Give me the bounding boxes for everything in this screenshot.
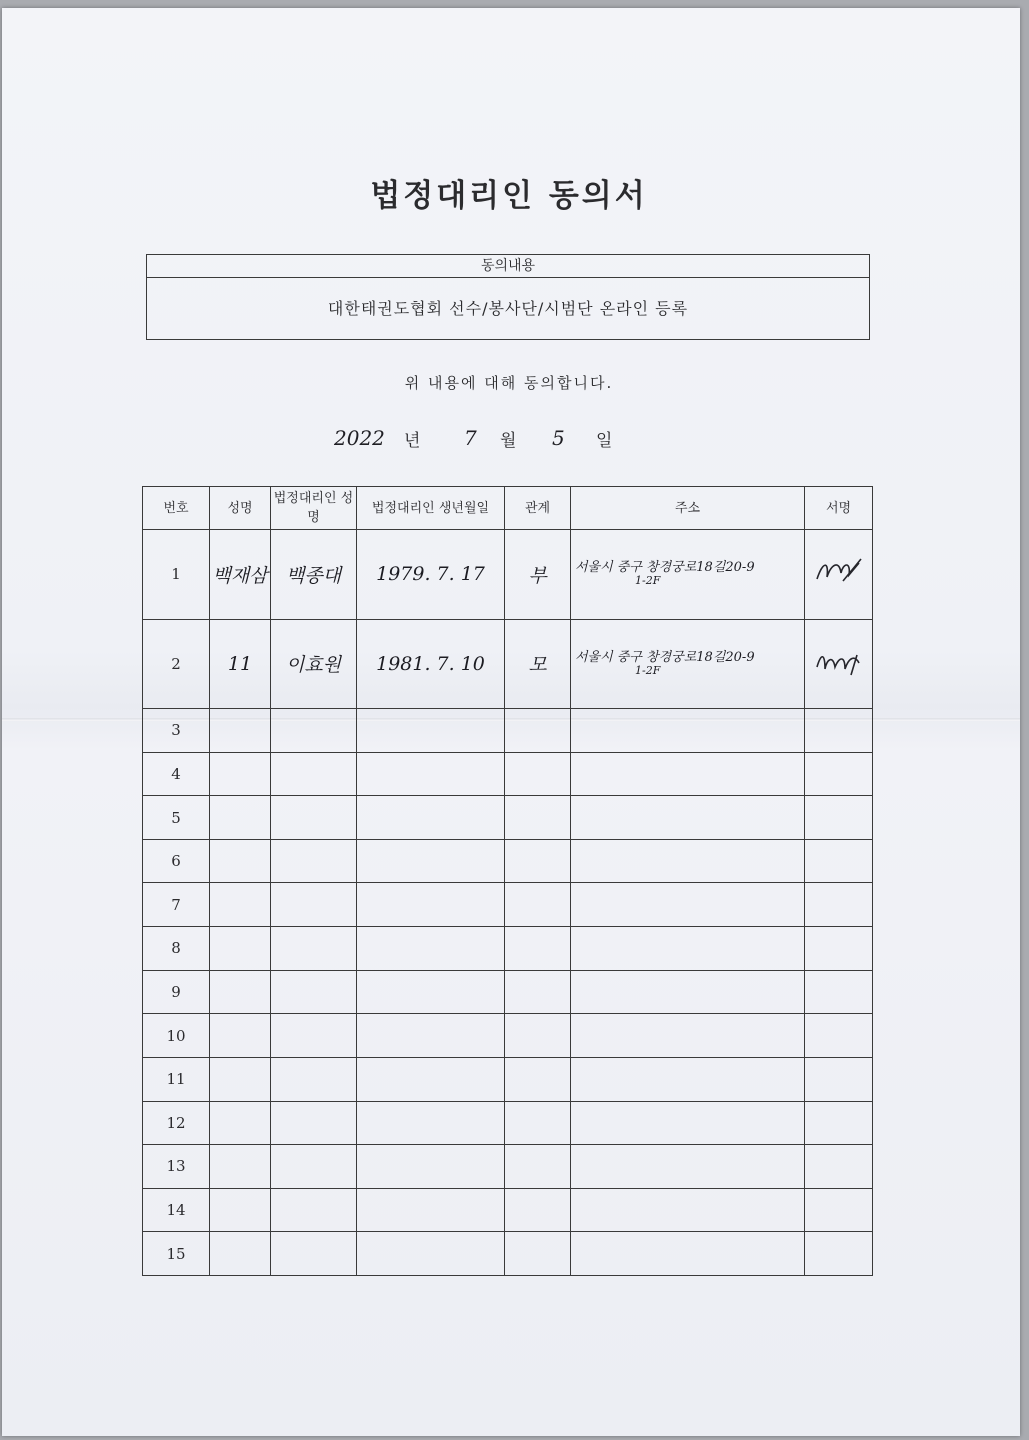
- guardian-birth-cell: [357, 970, 505, 1014]
- header-signature: 서명: [805, 487, 873, 530]
- row-number-cell: 9: [143, 970, 210, 1014]
- relation-cell: [505, 1057, 571, 1101]
- name-cell: 11: [210, 619, 271, 709]
- address-cell: [571, 839, 805, 883]
- row-number-cell: 11: [143, 1057, 210, 1101]
- header-guardian-name: 법정대리인 성명: [271, 487, 357, 530]
- guardian-name-cell: [271, 752, 357, 796]
- signature-cell: [805, 1145, 873, 1189]
- guardian-name-cell: [271, 1101, 357, 1145]
- guardian-name-cell: [271, 796, 357, 840]
- header-number: 번호: [143, 487, 210, 530]
- row-number-cell: 13: [143, 1145, 210, 1189]
- guardian-name-cell: [271, 1232, 357, 1276]
- guardian-name-cell: [271, 883, 357, 927]
- signature-cell: [805, 530, 873, 620]
- consent-header: 동의내용: [147, 255, 869, 278]
- header-relation: 관계: [505, 487, 571, 530]
- signature-cell: [805, 1101, 873, 1145]
- address-cell: [571, 1014, 805, 1058]
- guardian-name-cell: [271, 970, 357, 1014]
- relation-cell: 부: [505, 530, 571, 620]
- address-cell: [571, 1232, 805, 1276]
- guardian-name-cell: [271, 839, 357, 883]
- table-row: [143, 619, 873, 709]
- name-cell: [210, 1014, 271, 1058]
- table-header-row: [143, 487, 873, 530]
- date-year-unit: 년: [404, 431, 421, 451]
- guardian-birth-cell: [357, 839, 505, 883]
- address-cell: [571, 752, 805, 796]
- row-number-cell: 2: [143, 619, 210, 709]
- guardian-name-cell: [271, 927, 357, 971]
- name-cell: [210, 927, 271, 971]
- guardian-birth-cell: [357, 1057, 505, 1101]
- table-row: [143, 1101, 873, 1145]
- signature-cell: [805, 1188, 873, 1232]
- handwritten-signature: [813, 555, 865, 589]
- date-year: 2022: [334, 426, 385, 450]
- consent-body: 대한태권도협회 선수/봉사단/시범단 온라인 등록: [327, 299, 689, 318]
- guardian-birth-cell: 1979. 7. 17: [357, 530, 505, 620]
- table-row: [143, 927, 873, 971]
- guardian-name-cell: [271, 1014, 357, 1058]
- guardian-birth-cell: [357, 1014, 505, 1058]
- agreement-text: 위 내용에 대해 동의합니다.: [404, 374, 614, 392]
- name-cell: [210, 1057, 271, 1101]
- signature-cell: [805, 752, 873, 796]
- address-cell: [571, 1101, 805, 1145]
- signature-cell: [805, 1232, 873, 1276]
- address-cell: [571, 1188, 805, 1232]
- guardian-birth-cell: [357, 1232, 505, 1276]
- row-number-cell: 15: [143, 1232, 210, 1276]
- row-number-cell: 5: [143, 796, 210, 840]
- date-day: 5: [552, 426, 565, 450]
- signature-cell: [805, 839, 873, 883]
- name-cell: [210, 970, 271, 1014]
- document-title: 법정대리인 동의서: [370, 178, 648, 214]
- guardian-birth-cell: [357, 883, 505, 927]
- address-sub-line: 1-2F: [635, 574, 661, 588]
- name-cell: [210, 1145, 271, 1189]
- name-cell: [210, 1232, 271, 1276]
- address-cell: [571, 970, 805, 1014]
- address-line: 서울시 중구 창경궁로18길20-9: [575, 560, 755, 576]
- guardian-birth-cell: [357, 709, 505, 753]
- table-row: [143, 839, 873, 883]
- signature-cell: [805, 619, 873, 709]
- guardian-birth-cell: [357, 752, 505, 796]
- table-row: [143, 1145, 873, 1189]
- guardian-name-cell: 백종대: [271, 530, 357, 620]
- row-number-cell: 12: [143, 1101, 210, 1145]
- relation-cell: [505, 883, 571, 927]
- signature-cell: [805, 883, 873, 927]
- guardian-birth-cell: [357, 1101, 505, 1145]
- relation-cell: [505, 1232, 571, 1276]
- guardian-birth-cell: [357, 927, 505, 971]
- row-number-cell: 8: [143, 927, 210, 971]
- row-number-cell: 4: [143, 752, 210, 796]
- address-cell: [571, 1057, 805, 1101]
- header-address: 주소: [571, 487, 805, 530]
- signing-date: [330, 420, 650, 456]
- table-row: [143, 709, 873, 753]
- signature-cell: [805, 1014, 873, 1058]
- relation-cell: [505, 970, 571, 1014]
- name-cell: [210, 709, 271, 753]
- guardian-name-cell: [271, 1188, 357, 1232]
- row-number-cell: 10: [143, 1014, 210, 1058]
- row-number-cell: 14: [143, 1188, 210, 1232]
- relation-cell: [505, 752, 571, 796]
- row-number-cell: 6: [143, 839, 210, 883]
- address-sub-line: 1-2F: [635, 663, 661, 677]
- relation-cell: [505, 1014, 571, 1058]
- address-cell: [571, 883, 805, 927]
- guardian-birth-cell: [357, 1145, 505, 1189]
- name-cell: [210, 1101, 271, 1145]
- relation-cell: [505, 1101, 571, 1145]
- date-month: 7: [464, 426, 477, 450]
- guardian-name-cell: 이효원: [271, 619, 357, 709]
- name-cell: [210, 883, 271, 927]
- signature-table: [142, 486, 873, 1276]
- name-cell: [210, 796, 271, 840]
- table-row: [143, 530, 873, 620]
- table-row: [143, 796, 873, 840]
- handwritten-signature: [813, 645, 865, 679]
- row-number-cell: 7: [143, 883, 210, 927]
- guardian-name-cell: [271, 1145, 357, 1189]
- signature-cell: [805, 796, 873, 840]
- relation-cell: [505, 796, 571, 840]
- address-cell: [571, 796, 805, 840]
- guardian-name-cell: [271, 1057, 357, 1101]
- table-row: [143, 883, 873, 927]
- signature-cell: [805, 970, 873, 1014]
- name-cell: [210, 752, 271, 796]
- consent-box: [146, 254, 870, 340]
- table-row: [143, 1057, 873, 1101]
- address-line: 서울시 중구 창경궁로18길20-9: [575, 649, 755, 665]
- guardian-birth-cell: [357, 1188, 505, 1232]
- relation-cell: 모: [505, 619, 571, 709]
- address-cell: [571, 530, 805, 620]
- date-month-unit: 월: [500, 431, 517, 451]
- table-row: [143, 1014, 873, 1058]
- row-number-cell: 1: [143, 530, 210, 620]
- header-name: 성명: [210, 487, 271, 530]
- guardian-name-cell: [271, 709, 357, 753]
- address-cell: [571, 619, 805, 709]
- signature-cell: [805, 709, 873, 753]
- table-row: [143, 1232, 873, 1276]
- name-cell: [210, 839, 271, 883]
- address-cell: [571, 1145, 805, 1189]
- guardian-birth-cell: [357, 796, 505, 840]
- address-cell: [571, 709, 805, 753]
- address-cell: [571, 927, 805, 971]
- relation-cell: [505, 709, 571, 753]
- guardian-birth-cell: 1981. 7. 10: [357, 619, 505, 709]
- table-row: [143, 970, 873, 1014]
- relation-cell: [505, 1145, 571, 1189]
- name-cell: 백재삼: [210, 530, 271, 620]
- relation-cell: [505, 1188, 571, 1232]
- relation-cell: [505, 839, 571, 883]
- date-day-unit: 일: [596, 431, 613, 451]
- relation-cell: [505, 927, 571, 971]
- name-cell: [210, 1188, 271, 1232]
- table-row: [143, 752, 873, 796]
- signature-cell: [805, 927, 873, 971]
- signature-cell: [805, 1057, 873, 1101]
- table-row: [143, 1188, 873, 1232]
- row-number-cell: 3: [143, 709, 210, 753]
- header-guardian-birth: 법정대리인 생년월일: [357, 487, 505, 530]
